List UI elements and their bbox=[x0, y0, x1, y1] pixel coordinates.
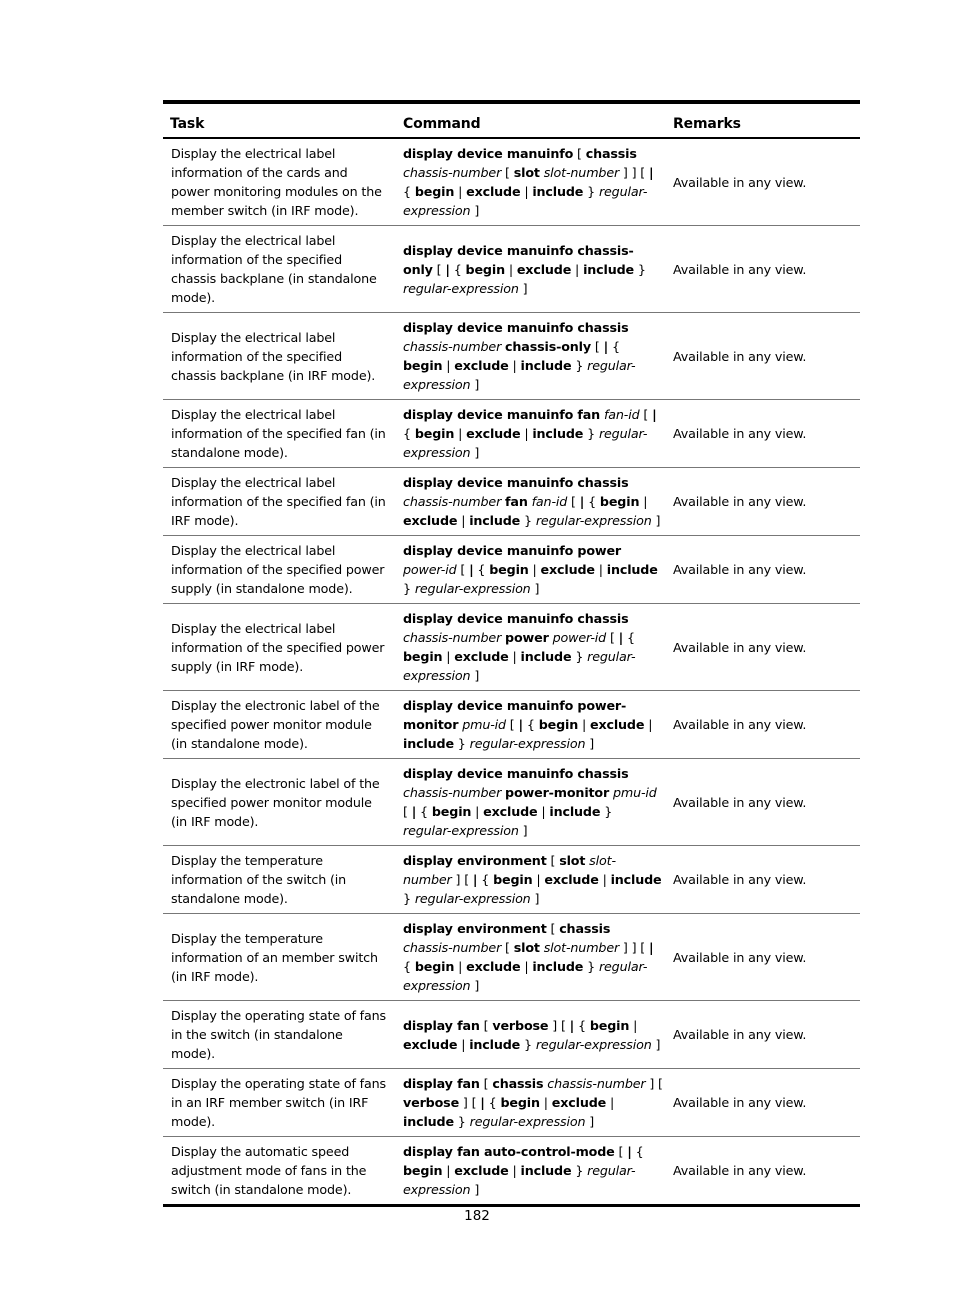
command-syntax: | bbox=[520, 959, 533, 974]
task-cell: Display the temperature information of the switch (in standalone mode). bbox=[163, 846, 396, 914]
command-keyword: chassis bbox=[559, 921, 611, 936]
command-syntax: { bbox=[473, 562, 490, 577]
command-argument: slot-number bbox=[403, 853, 616, 887]
task-cell: Display the electrical label information of the specified chassis backplane (in IRF mode). bbox=[163, 313, 396, 400]
command-syntax: | bbox=[571, 261, 584, 277]
table-row bbox=[163, 468, 860, 536]
command-keyword: display environment bbox=[403, 921, 547, 936]
command-syntax: ] bbox=[651, 513, 661, 528]
command-cell bbox=[396, 1137, 666, 1206]
command-syntax: ] bbox=[530, 581, 540, 596]
command-cell bbox=[396, 138, 666, 226]
command-keyword: display device manuinfo fan bbox=[403, 407, 601, 422]
command-keyword: display environment bbox=[403, 853, 547, 868]
command-argument: regular-expression bbox=[403, 184, 648, 218]
command-argument: regular-expression bbox=[403, 426, 648, 460]
command-syntax: ] bbox=[530, 891, 540, 906]
task-cell: Display the electronic label of the specified power monitor module (in standalone mode). bbox=[163, 691, 396, 759]
command-keyword: begin bbox=[489, 562, 529, 577]
command-syntax: [ bbox=[614, 1144, 628, 1159]
command-keyword: begin bbox=[414, 426, 455, 441]
command-syntax: | bbox=[457, 513, 470, 528]
command-keyword: exclude bbox=[454, 358, 509, 373]
command-argument: power-id bbox=[403, 562, 457, 577]
command-argument: chassis-number bbox=[403, 940, 502, 955]
table-body bbox=[163, 138, 860, 1206]
command-syntax: | bbox=[457, 1036, 470, 1052]
task-cell: Display the electrical label information of the cards and power monitoring modules on the member switch (in IRF mode). bbox=[163, 138, 396, 226]
command-syntax: ] bbox=[470, 445, 480, 460]
command-syntax: [ bbox=[546, 921, 560, 936]
command-syntax: | bbox=[442, 649, 455, 664]
command-syntax: ] ] [ bbox=[619, 165, 649, 180]
command-keyword: | bbox=[472, 872, 478, 887]
command-syntax: ] bbox=[585, 736, 595, 751]
command-keyword: | bbox=[603, 339, 609, 354]
command-keyword: exclude bbox=[466, 959, 521, 974]
table-row bbox=[163, 1001, 860, 1069]
command-cell bbox=[396, 1069, 666, 1137]
command-keyword: display device manuinfo bbox=[403, 146, 574, 161]
command-keyword: display device manuinfo chassis bbox=[403, 611, 629, 626]
command-keyword: slot bbox=[559, 853, 586, 868]
remarks-cell: Available in any view. bbox=[666, 313, 860, 400]
command-keyword: exclude bbox=[483, 804, 538, 819]
table-row bbox=[163, 691, 860, 759]
command-keyword: | bbox=[480, 1095, 485, 1110]
command-keyword: exclude bbox=[516, 261, 572, 277]
command-syntax: | bbox=[528, 562, 541, 577]
command-argument: pmu-id bbox=[462, 717, 506, 732]
command-cell bbox=[396, 400, 666, 468]
table-row bbox=[163, 759, 860, 846]
command-keyword: exclude bbox=[551, 1095, 607, 1110]
command-syntax: [ bbox=[403, 804, 412, 819]
command-syntax: | bbox=[606, 1095, 615, 1110]
command-keyword: display fan auto-control-mode bbox=[403, 1144, 615, 1159]
command-syntax: ] bbox=[470, 668, 480, 683]
remarks-cell: Available in any view. bbox=[666, 138, 860, 226]
command-keyword: | bbox=[648, 940, 654, 955]
command-keyword: display device manuinfo power-monitor bbox=[403, 698, 627, 732]
remarks-cell: Available in any view. bbox=[673, 1163, 807, 1178]
command-syntax: [ bbox=[546, 853, 560, 868]
command-syntax: { bbox=[477, 872, 494, 887]
command-keyword: chassis bbox=[585, 146, 637, 161]
command-syntax: } bbox=[403, 891, 415, 906]
command-keyword: include bbox=[520, 1163, 572, 1178]
command-argument: power-id bbox=[552, 630, 607, 645]
task-cell: Display the automatic speed adjustment mode of fans in the switch (in standalone mode). bbox=[171, 1144, 367, 1197]
table-row bbox=[163, 226, 860, 313]
command-syntax: [ bbox=[606, 630, 619, 645]
command-cell bbox=[396, 1001, 666, 1069]
command-syntax: } bbox=[633, 261, 646, 277]
command-syntax: [ bbox=[456, 562, 470, 577]
command-keyword: power bbox=[505, 630, 549, 645]
remarks-cell: Available in any view. bbox=[666, 604, 860, 691]
command-syntax: } bbox=[583, 184, 599, 199]
command-syntax: | bbox=[442, 1163, 455, 1178]
command-keyword: include bbox=[469, 1036, 521, 1052]
command-argument: regular-expression bbox=[414, 581, 531, 596]
command-keyword: begin bbox=[599, 494, 640, 509]
command-keyword: begin bbox=[500, 1095, 540, 1110]
command-keyword: | bbox=[445, 261, 450, 277]
command-syntax: [ bbox=[479, 1076, 493, 1091]
command-keyword: exclude bbox=[403, 513, 458, 528]
command-syntax: ] bbox=[518, 280, 528, 296]
table-row bbox=[163, 846, 860, 914]
command-syntax: } bbox=[403, 581, 415, 596]
command-syntax: | bbox=[504, 261, 517, 277]
command-keyword: include bbox=[549, 804, 601, 819]
table-row bbox=[163, 1137, 860, 1206]
command-keyword: begin bbox=[414, 184, 455, 199]
command-syntax: { bbox=[574, 1017, 590, 1033]
command-keyword: slot bbox=[513, 940, 540, 955]
table-row bbox=[163, 1069, 860, 1137]
command-keyword: exclude bbox=[454, 1163, 509, 1178]
command-syntax: { bbox=[449, 261, 466, 277]
command-keyword: | bbox=[469, 562, 474, 577]
command-syntax: | bbox=[454, 426, 467, 441]
command-syntax: ] [ bbox=[548, 1017, 570, 1033]
command-argument: chassis-number bbox=[403, 494, 502, 509]
command-keyword: exclude bbox=[544, 872, 599, 887]
command-argument: chassis-number bbox=[403, 630, 502, 645]
command-cell bbox=[396, 468, 666, 536]
command-keyword: begin bbox=[493, 872, 533, 887]
table-row bbox=[163, 604, 860, 691]
table-row bbox=[163, 400, 860, 468]
command-syntax: ] [ bbox=[459, 1095, 481, 1110]
task-cell: Display the temperature information of an member switch (in IRF mode). bbox=[163, 914, 396, 1001]
command-keyword: include bbox=[403, 1114, 454, 1129]
task-cell: Display the electronic label of the specified power monitor module (in IRF mode). bbox=[163, 759, 396, 846]
command-keyword: display fan bbox=[403, 1017, 480, 1033]
command-syntax: { bbox=[403, 184, 415, 199]
command-syntax: } bbox=[571, 358, 588, 373]
command-syntax: } bbox=[583, 959, 599, 974]
command-syntax: | bbox=[471, 804, 484, 819]
task-cell: Display the electrical label information of the specified fan (in IRF mode). bbox=[163, 468, 396, 536]
command-keyword: include bbox=[606, 562, 658, 577]
command-syntax: | bbox=[639, 494, 648, 509]
command-cell bbox=[396, 604, 666, 691]
task-cell: Display the electrical label information of the specified power supply (in standalone mode). bbox=[163, 536, 396, 604]
command-syntax: | bbox=[629, 1017, 638, 1033]
command-syntax: | bbox=[537, 804, 550, 819]
command-argument: regular-expression bbox=[403, 959, 648, 993]
command-argument: chassis-number bbox=[403, 339, 502, 354]
command-syntax: [ bbox=[501, 940, 514, 955]
command-keyword: display device manuinfo chassis-only bbox=[403, 242, 634, 277]
command-keyword: exclude bbox=[403, 1036, 458, 1052]
command-syntax: ] ] [ bbox=[619, 940, 649, 955]
command-keyword: display device manuinfo chassis bbox=[403, 766, 629, 781]
command-syntax: | bbox=[520, 184, 533, 199]
command-argument: regular-expression bbox=[403, 823, 519, 838]
command-syntax: ] bbox=[518, 823, 528, 838]
command-keyword: begin bbox=[465, 261, 505, 277]
command-syntax: { bbox=[608, 339, 620, 354]
command-argument: regular-expression bbox=[403, 358, 636, 392]
command-argument: regular-expression bbox=[403, 649, 636, 683]
command-syntax: [ bbox=[501, 165, 514, 180]
command-syntax: { bbox=[484, 1095, 501, 1110]
command-syntax: ] bbox=[585, 1114, 595, 1129]
command-syntax: | bbox=[644, 717, 653, 732]
header-remarks: Remarks bbox=[666, 102, 860, 138]
command-keyword: begin bbox=[589, 1017, 630, 1033]
command-argument: regular-expression bbox=[535, 1036, 652, 1052]
command-syntax: ] [ bbox=[451, 872, 473, 887]
command-syntax: ] [ bbox=[645, 1076, 663, 1091]
command-keyword: exclude bbox=[540, 562, 595, 577]
command-syntax: } bbox=[583, 426, 599, 441]
command-syntax: ] bbox=[470, 978, 480, 993]
command-keyword: include bbox=[520, 649, 572, 664]
command-syntax: | bbox=[508, 649, 521, 664]
command-argument: chassis-number bbox=[403, 785, 502, 800]
command-cell bbox=[396, 759, 666, 846]
command-keyword: chassis-only bbox=[505, 339, 592, 354]
command-argument: pmu-id bbox=[613, 785, 657, 800]
header-task: Task bbox=[163, 102, 396, 138]
command-syntax: } bbox=[520, 1036, 536, 1052]
command-syntax: } bbox=[453, 736, 470, 751]
command-syntax: { bbox=[623, 630, 635, 645]
command-keyword: include bbox=[532, 184, 584, 199]
command-argument: regular-expression bbox=[403, 1163, 636, 1197]
command-argument: regular-expression bbox=[469, 736, 586, 751]
command-cell bbox=[396, 226, 666, 313]
command-syntax: | bbox=[508, 1163, 521, 1178]
command-keyword: | bbox=[518, 717, 523, 732]
command-argument: slot-number bbox=[543, 165, 620, 180]
command-keyword: exclude bbox=[589, 717, 645, 732]
command-keyword: | bbox=[627, 1144, 632, 1159]
command-syntax: | bbox=[539, 1095, 552, 1110]
command-syntax: { bbox=[416, 804, 432, 819]
table-row bbox=[163, 313, 860, 400]
command-keyword: | bbox=[411, 804, 417, 819]
command-argument: regular-expression bbox=[403, 280, 519, 296]
command-keyword: verbose bbox=[403, 1095, 460, 1110]
command-syntax: } bbox=[600, 804, 613, 819]
task-cell: Display the operating state of fans in the switch (in standalone mode). bbox=[163, 1001, 396, 1069]
command-syntax: | bbox=[594, 562, 607, 577]
command-keyword: display device manuinfo power bbox=[403, 543, 622, 558]
command-syntax: { bbox=[584, 494, 600, 509]
command-keyword: include bbox=[520, 358, 572, 373]
command-syntax: { bbox=[522, 717, 539, 732]
command-syntax: [ bbox=[479, 1017, 493, 1033]
command-argument: fan-id bbox=[603, 407, 640, 422]
command-syntax: | bbox=[454, 184, 467, 199]
remarks-cell: Available in any view. bbox=[666, 846, 860, 914]
remarks-cell: Available in any view. bbox=[666, 759, 860, 846]
command-keyword: chassis bbox=[492, 1076, 544, 1091]
command-syntax: | bbox=[532, 872, 545, 887]
command-cell bbox=[396, 691, 666, 759]
command-syntax: | bbox=[578, 717, 590, 732]
command-syntax: } bbox=[520, 513, 536, 528]
task-cell: Display the electrical label information of the specified chassis backplane (in standalone mode). bbox=[163, 226, 396, 313]
command-keyword: include bbox=[532, 426, 584, 441]
command-syntax: } bbox=[571, 1163, 588, 1178]
command-keyword: | bbox=[648, 165, 654, 180]
task-cell: Display the operating state of fans in an IRF member switch (in IRF mode). bbox=[163, 1069, 396, 1137]
command-argument: slot-number bbox=[543, 940, 620, 955]
command-syntax: { bbox=[403, 426, 415, 441]
command-cell bbox=[396, 846, 666, 914]
command-keyword: exclude bbox=[466, 184, 521, 199]
command-syntax: ] bbox=[651, 1036, 661, 1052]
command-cell bbox=[396, 313, 666, 400]
command-syntax: } bbox=[453, 1114, 470, 1129]
command-syntax: [ bbox=[573, 146, 586, 161]
command-syntax: { bbox=[403, 959, 415, 974]
table-row bbox=[163, 914, 860, 1001]
command-keyword: include bbox=[469, 513, 521, 528]
command-argument: chassis-number bbox=[403, 165, 502, 180]
command-keyword: include bbox=[583, 261, 634, 277]
command-syntax: [ bbox=[591, 339, 604, 354]
command-keyword: slot bbox=[513, 165, 540, 180]
command-table bbox=[163, 100, 860, 1207]
command-keyword: fan bbox=[505, 494, 528, 509]
command-keyword: display device manuinfo chassis bbox=[403, 475, 629, 490]
task-cell: Display the electrical label information of the specified fan (in standalone mode). bbox=[163, 400, 396, 468]
command-cell bbox=[396, 536, 666, 604]
command-keyword: verbose bbox=[492, 1017, 549, 1033]
remarks-cell: Available in any view. bbox=[666, 1001, 860, 1069]
command-syntax: } bbox=[571, 649, 588, 664]
command-keyword: begin bbox=[403, 649, 443, 664]
command-keyword: include bbox=[610, 872, 662, 887]
command-cell bbox=[396, 914, 666, 1001]
remarks-cell: Available in any view. bbox=[666, 691, 860, 759]
command-argument: chassis-number bbox=[547, 1076, 646, 1091]
command-syntax: { bbox=[631, 1144, 644, 1159]
command-syntax: | bbox=[520, 426, 533, 441]
command-argument: regular-expression bbox=[414, 891, 531, 906]
command-keyword: | bbox=[579, 494, 585, 509]
command-syntax: | bbox=[598, 872, 611, 887]
command-keyword: include bbox=[532, 959, 584, 974]
remarks-cell: Available in any view. bbox=[666, 536, 860, 604]
command-keyword: display fan bbox=[403, 1076, 480, 1091]
command-syntax: ] bbox=[470, 203, 480, 218]
task-cell: Display the electrical label information of the specified power supply (in IRF mode). bbox=[163, 604, 396, 691]
command-keyword: begin bbox=[403, 1163, 443, 1178]
page-number: 182 bbox=[464, 1208, 490, 1224]
command-keyword: exclude bbox=[466, 426, 521, 441]
command-keyword: display device manuinfo chassis bbox=[403, 320, 629, 335]
header-command: Command bbox=[396, 102, 666, 138]
table-row bbox=[163, 536, 860, 604]
command-syntax: ] bbox=[470, 377, 480, 392]
command-syntax: [ bbox=[567, 494, 580, 509]
command-argument: regular-expression bbox=[535, 513, 652, 528]
command-keyword: begin bbox=[431, 804, 472, 819]
command-syntax: [ bbox=[432, 261, 446, 277]
command-keyword: exclude bbox=[454, 649, 509, 664]
command-argument: fan-id bbox=[531, 494, 568, 509]
command-keyword: begin bbox=[403, 358, 443, 373]
command-keyword: power-monitor bbox=[505, 785, 610, 800]
command-syntax: [ bbox=[639, 407, 653, 422]
command-syntax: | bbox=[442, 358, 455, 373]
remarks-cell: Available in any view. bbox=[666, 400, 860, 468]
table-row bbox=[163, 138, 860, 226]
remarks-cell: Available in any view. bbox=[666, 226, 860, 313]
command-syntax: ] bbox=[470, 1182, 480, 1197]
command-syntax: [ bbox=[505, 717, 519, 732]
remarks-cell: Available in any view. bbox=[666, 914, 860, 1001]
command-keyword: begin bbox=[538, 717, 579, 732]
command-keyword: include bbox=[403, 736, 454, 751]
command-syntax: | bbox=[508, 358, 521, 373]
command-keyword: | bbox=[569, 1017, 575, 1033]
table-header-row bbox=[163, 102, 860, 138]
command-argument: regular-expression bbox=[469, 1114, 586, 1129]
remarks-cell: Available in any view. bbox=[666, 1069, 860, 1137]
remarks-cell: Available in any view. bbox=[666, 468, 860, 536]
command-syntax: | bbox=[454, 959, 467, 974]
command-keyword: | bbox=[652, 407, 657, 422]
command-keyword: begin bbox=[414, 959, 455, 974]
command-keyword: | bbox=[618, 630, 624, 645]
